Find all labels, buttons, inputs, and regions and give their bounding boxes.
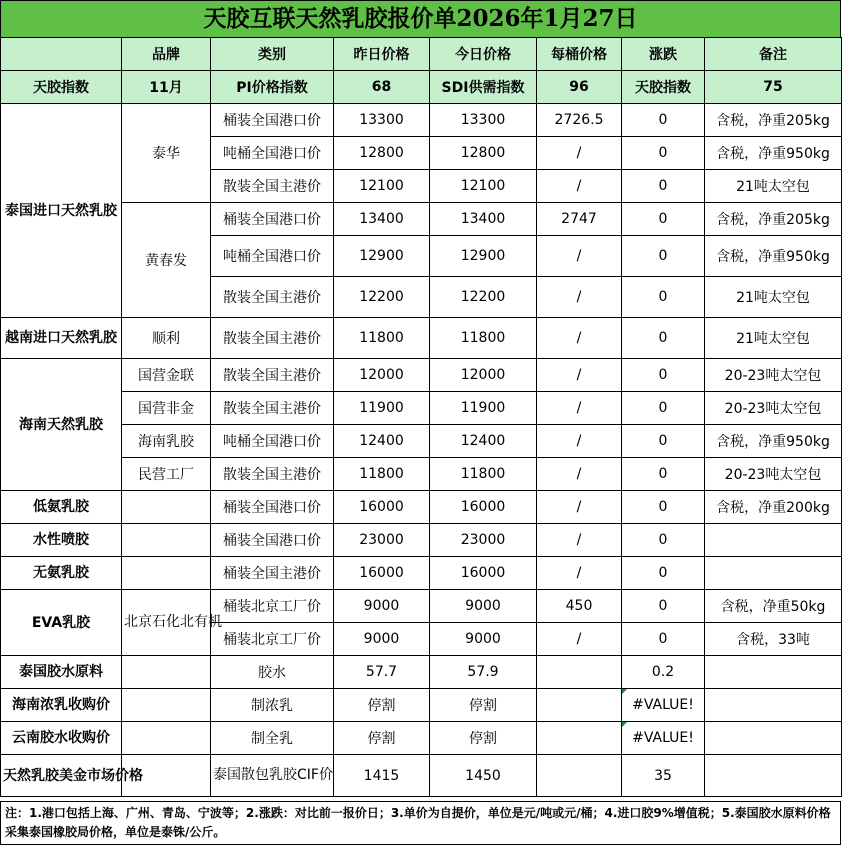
today-cell: 11800 [430,318,537,359]
yesterday-cell: 9000 [334,623,430,656]
index-cell: 11月 [122,71,211,104]
today-cell: 9000 [430,623,537,656]
yesterday-cell: 9000 [334,590,430,623]
note-cell [705,656,842,689]
table-row [1,318,842,359]
today-cell: 16000 [430,557,537,590]
index-cell: SDI供需指数 [430,71,537,104]
today-cell: 1450 [430,755,537,797]
barrel-cell: 450 [537,590,622,623]
note-cell: 含税，33吨 [705,623,842,656]
today-cell: 停割 [430,689,537,722]
change-cell: 0 [622,236,705,277]
type-cell: 散装全国主港价 [211,392,334,425]
note-cell: 20-23吨太空包 [705,392,842,425]
type-cell: 胶水 [211,656,334,689]
change-cell: 0 [622,170,705,203]
note-cell [705,524,842,557]
yesterday-cell: 11800 [334,458,430,491]
yesterday-cell: 16000 [334,557,430,590]
barrel-cell: / [537,458,622,491]
page-title: 天胶互联天然乳胶报价单2026年1月27日 [0,0,841,38]
barrel-cell [537,755,622,797]
type-cell: 桶装全国港口价 [211,104,334,137]
note-cell: 含税，净重950kg [705,137,842,170]
today-cell: 11900 [430,392,537,425]
type-cell: 散装全国主港价 [211,170,334,203]
note-cell: 含税，净重205kg [705,104,842,137]
change-cell: 0 [622,203,705,236]
note-cell: 含税，净重950kg [705,425,842,458]
type-cell: 桶装北京工厂价 [211,623,334,656]
change-cell: 0.2 [622,656,705,689]
type-cell: 桶装全国港口价 [211,524,334,557]
brand-cell-empty [122,524,211,557]
type-cell: 桶装全国港口价 [211,491,334,524]
change-cell: 0 [622,491,705,524]
header-cell: 类别 [211,38,334,71]
type-cell: 泰国散包乳胶CIF价 [211,755,334,797]
change-cell: 0 [622,392,705,425]
note-cell: 21吨太空包 [705,318,842,359]
index-cell: 96 [537,71,622,104]
brand-cell-empty [122,722,211,755]
price-table [0,37,842,797]
type-cell: 散装全国主港价 [211,359,334,392]
barrel-cell: / [537,137,622,170]
change-cell: 0 [622,590,705,623]
yesterday-cell: 12400 [334,425,430,458]
note-cell: 含税，净重205kg [705,203,842,236]
group-cell-water: 水性喷胶 [1,524,122,557]
index-cell: 天胶指数 [1,71,122,104]
today-cell: 23000 [430,524,537,557]
brand-cell-empty [122,557,211,590]
note-cell [705,755,842,797]
group-cell-thai-raw: 泰国胶水原料 [1,656,122,689]
type-cell: 桶装全国港口价 [211,203,334,236]
barrel-cell: / [537,359,622,392]
table-row [1,722,842,755]
note-cell [705,557,842,590]
header-row [1,38,842,71]
today-cell: 12000 [430,359,537,392]
today-cell: 11800 [430,458,537,491]
note-cell: 含税，净重950kg [705,236,842,277]
brand-cell-shunli: 顺利 [122,318,211,359]
yesterday-cell: 12100 [334,170,430,203]
table-row [1,104,842,137]
change-cell: 0 [622,425,705,458]
barrel-cell: / [537,318,622,359]
brand-cell-taihua: 泰华 [122,104,211,203]
index-cell: 天胶指数 [622,71,705,104]
brand-cell-huang: 黄春发 [122,203,211,318]
type-cell: 吨桶全国港口价 [211,425,334,458]
yesterday-cell: 11800 [334,318,430,359]
today-cell: 13400 [430,203,537,236]
yesterday-cell: 13300 [334,104,430,137]
change-cell: 0 [622,277,705,318]
today-cell: 13300 [430,104,537,137]
change-cell: #VALUE! [622,722,705,755]
group-cell-yn-buy: 云南胶水收购价 [1,722,122,755]
group-cell-hn-buy: 海南浓乳收购价 [1,689,122,722]
table-row [1,458,842,491]
table-row [1,203,842,236]
today-cell: 停割 [430,722,537,755]
yesterday-cell: 12800 [334,137,430,170]
header-cell: 今日价格 [430,38,537,71]
table-row [1,392,842,425]
yesterday-cell: 12200 [334,277,430,318]
type-cell: 吨桶全国港口价 [211,236,334,277]
brand-cell-mygc: 民营工厂 [122,458,211,491]
type-cell: 桶装全国主港价 [211,557,334,590]
yesterday-cell: 12000 [334,359,430,392]
yesterday-cell: 16000 [334,491,430,524]
yesterday-cell: 11900 [334,392,430,425]
note-cell: 20-23吨太空包 [705,359,842,392]
group-cell-lowam: 低氨乳胶 [1,491,122,524]
today-cell: 9000 [430,590,537,623]
group-cell-eva: EVA乳胶 [1,590,122,656]
barrel-cell: / [537,425,622,458]
change-cell: 0 [622,524,705,557]
barrel-cell: / [537,524,622,557]
type-cell: 制浓乳 [211,689,334,722]
yesterday-cell: 12900 [334,236,430,277]
barrel-cell: 2726.5 [537,104,622,137]
group-cell-thai: 泰国进口天然乳胶 [1,104,122,318]
yesterday-cell: 57.7 [334,656,430,689]
note-cell: 含税，净重50kg [705,590,842,623]
barrel-cell: / [537,392,622,425]
barrel-cell: / [537,557,622,590]
note-cell: 21吨太空包 [705,277,842,318]
table-row [1,491,842,524]
today-cell: 12800 [430,137,537,170]
footnote: 注：1.港口包括上海、广州、青岛、宁波等；2.涨跌：对比前一报价日；3.单价为自提价，单位是元/吨或元/桶；4.进口胶9%增值税；5.泰国胶水原料价格采集泰国橡胶局价格，单位是泰铢/公斤。 [0,801,841,845]
yesterday-cell: 停割 [334,689,430,722]
table-row [1,689,842,722]
note-cell [705,722,842,755]
change-cell: 0 [622,318,705,359]
today-cell: 12100 [430,170,537,203]
table-row [1,425,842,458]
header-cell [1,38,122,71]
today-cell: 57.9 [430,656,537,689]
barrel-cell [537,656,622,689]
header-cell: 品牌 [122,38,211,71]
type-cell: 散装全国主港价 [211,277,334,318]
today-cell: 12400 [430,425,537,458]
today-cell: 16000 [430,491,537,524]
index-cell: PI价格指数 [211,71,334,104]
header-cell: 备注 [705,38,842,71]
index-cell: 75 [705,71,842,104]
note-cell: 20-23吨太空包 [705,458,842,491]
table-row [1,590,842,623]
brand-cell-hnrj: 海南乳胶 [122,425,211,458]
group-cell-hainan: 海南天然乳胶 [1,359,122,491]
table-row [1,557,842,590]
note-cell: 含税，净重200kg [705,491,842,524]
brand-cell-empty [122,689,211,722]
table-row [1,656,842,689]
barrel-cell [537,722,622,755]
today-cell: 12200 [430,277,537,318]
group-cell-usd: 天然乳胶美金市场价格 [1,755,122,797]
change-cell: 0 [622,359,705,392]
yesterday-cell: 13400 [334,203,430,236]
brand-cell-empty [122,491,211,524]
note-cell: 21吨太空包 [705,170,842,203]
barrel-cell: / [537,623,622,656]
type-cell: 散装全国主港价 [211,458,334,491]
barrel-cell: / [537,170,622,203]
brand-cell-gyjl: 国营金联 [122,359,211,392]
yesterday-cell: 停割 [334,722,430,755]
barrel-cell: / [537,236,622,277]
header-cell: 每桶价格 [537,38,622,71]
today-cell: 12900 [430,236,537,277]
header-cell: 昨日价格 [334,38,430,71]
header-cell: 涨跌 [622,38,705,71]
type-cell: 吨桶全国港口价 [211,137,334,170]
index-row [1,71,842,104]
barrel-cell [537,689,622,722]
change-cell: 35 [622,755,705,797]
change-cell: 0 [622,137,705,170]
barrel-cell: 2747 [537,203,622,236]
yesterday-cell: 1415 [334,755,430,797]
brand-cell-gyff: 国营非金 [122,392,211,425]
group-cell-noam: 无氨乳胶 [1,557,122,590]
change-cell: 0 [622,104,705,137]
table-row [1,524,842,557]
type-cell: 桶装北京工厂价 [211,590,334,623]
change-cell: #VALUE! [622,689,705,722]
change-cell: 0 [622,623,705,656]
table-row [1,359,842,392]
table-row [1,755,842,797]
note-cell [705,689,842,722]
index-cell: 68 [334,71,430,104]
type-cell: 散装全国主港价 [211,318,334,359]
group-cell-viet: 越南进口天然乳胶 [1,318,122,359]
yesterday-cell: 23000 [334,524,430,557]
change-cell: 0 [622,557,705,590]
barrel-cell: / [537,277,622,318]
brand-cell-bjsh: 北京石化北有机 [122,590,211,656]
barrel-cell: / [537,491,622,524]
brand-cell-empty [122,656,211,689]
change-cell: 0 [622,458,705,491]
type-cell: 制全乳 [211,722,334,755]
